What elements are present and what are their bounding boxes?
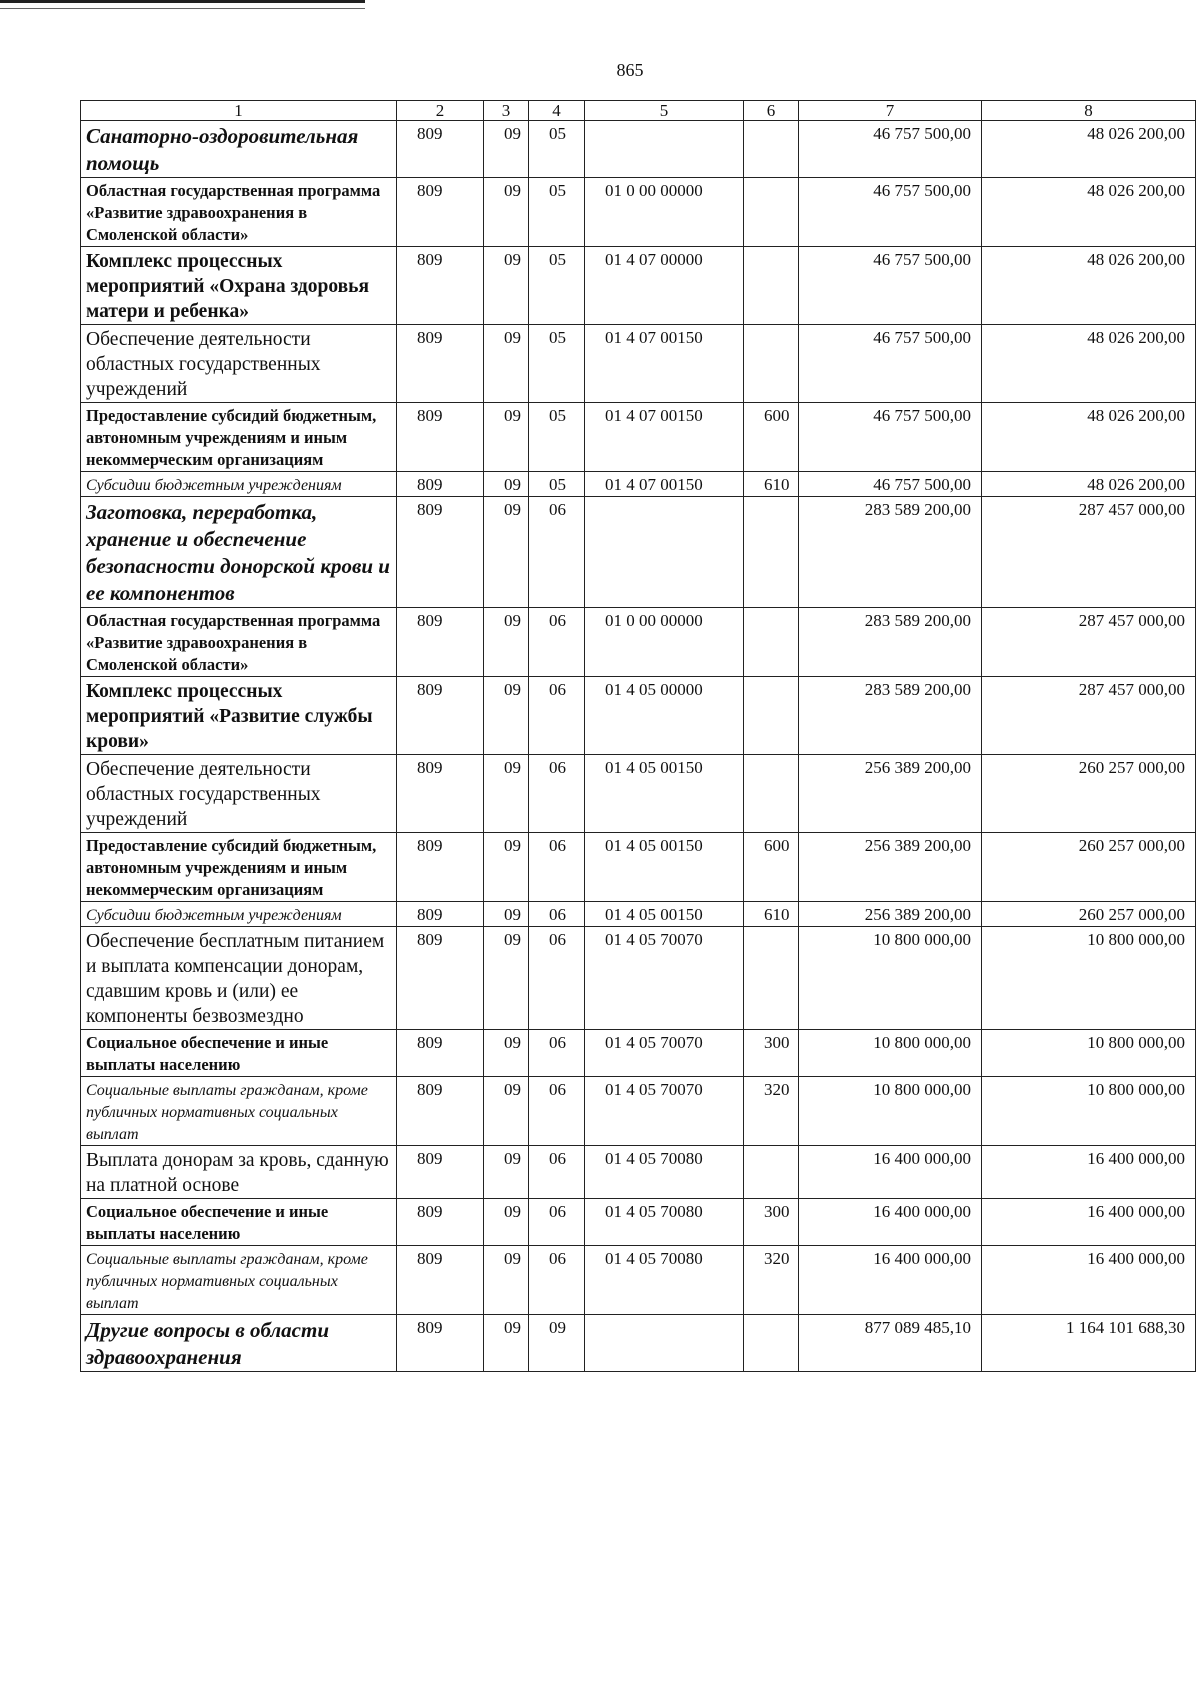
item-name-text: Областная государственная программа «Развитие здравоохранения в Смоленской области» [86,181,381,244]
item-name-text: Субсидии бюджетным учреждениям [86,907,342,924]
cell-code-target [585,497,744,608]
cell-code-expense-type: 600 [744,833,799,902]
table-row [81,1199,1196,1246]
item-name-text: Социальное обеспечение и иные выплаты населению [86,1033,329,1074]
cell-item-name [81,1199,397,1246]
cell-amount-year1: 46 757 500,00 [799,403,982,472]
cell-amount-year1: 256 389 200,00 [799,902,982,927]
cell-code-subsection: 06 [529,1199,585,1246]
cell-code-admin: 809 [397,1315,484,1372]
cell-amount-year1: 283 589 200,00 [799,677,982,755]
cell-code-expense-type: 610 [744,902,799,927]
column-number-row [81,101,1196,121]
cell-code-admin: 809 [397,608,484,677]
cell-code-admin: 809 [397,121,484,178]
cell-code-expense-type [744,755,799,833]
cell-code-target: 01 4 05 00150 [585,902,744,927]
cell-code-expense-type [744,677,799,755]
header-col-1: 1 [81,101,397,121]
table-row [81,403,1196,472]
cell-code-section: 09 [484,403,529,472]
cell-code-subsection: 05 [529,472,585,497]
table-row [81,833,1196,902]
budget-table-wrapper [80,100,1195,1372]
table-body [81,121,1196,1372]
cell-code-target: 01 0 00 00000 [585,178,744,247]
cell-code-subsection: 05 [529,247,585,325]
cell-code-section: 09 [484,1199,529,1246]
cell-item-name [81,497,397,608]
cell-code-expense-type [744,927,799,1030]
cell-code-expense-type [744,497,799,608]
cell-amount-year2: 260 257 000,00 [982,833,1196,902]
cell-code-expense-type [744,1146,799,1199]
cell-amount-year1: 16 400 000,00 [799,1199,982,1246]
table-row [81,1246,1196,1315]
cell-code-subsection: 06 [529,1030,585,1077]
cell-code-section: 09 [484,1077,529,1146]
cell-code-admin: 809 [397,325,484,403]
item-name-text: Комплекс процессных мероприятий «Охрана здоровья матери и ребенка» [86,251,370,322]
table-row [81,1077,1196,1146]
cell-code-expense-type [744,178,799,247]
cell-amount-year1: 283 589 200,00 [799,497,982,608]
cell-amount-year2: 287 457 000,00 [982,677,1196,755]
scan-edge-mark-thin [0,8,365,9]
item-name-text: Социальное обеспечение и иные выплаты населению [86,1202,329,1243]
cell-code-subsection: 06 [529,677,585,755]
cell-item-name [81,178,397,247]
table-row [81,247,1196,325]
cell-code-admin: 809 [397,247,484,325]
cell-code-target: 01 4 07 00150 [585,472,744,497]
cell-code-section: 09 [484,755,529,833]
cell-amount-year2: 48 026 200,00 [982,472,1196,497]
cell-code-expense-type [744,121,799,178]
cell-item-name [81,472,397,497]
cell-code-admin: 809 [397,677,484,755]
table-row [81,178,1196,247]
item-name-text: Выплата донорам за кровь, сданную на платной основе [86,1150,389,1196]
cell-code-subsection: 05 [529,325,585,403]
cell-item-name [81,755,397,833]
cell-code-section: 09 [484,1246,529,1315]
cell-code-admin: 809 [397,833,484,902]
cell-code-subsection: 06 [529,1246,585,1315]
cell-item-name [81,1077,397,1146]
cell-code-admin: 809 [397,472,484,497]
cell-code-section: 09 [484,472,529,497]
cell-item-name [81,1030,397,1077]
table-row [81,325,1196,403]
cell-amount-year2: 260 257 000,00 [982,755,1196,833]
cell-amount-year1: 256 389 200,00 [799,833,982,902]
cell-amount-year2: 48 026 200,00 [982,121,1196,178]
cell-code-target: 01 4 07 00000 [585,247,744,325]
table-row [81,1315,1196,1372]
item-name-text: Санаторно-оздоровительная помощь [86,124,359,175]
cell-amount-year2: 10 800 000,00 [982,1077,1196,1146]
table-row [81,677,1196,755]
header-col-8: 8 [982,101,1196,121]
cell-code-admin: 809 [397,403,484,472]
cell-code-expense-type: 320 [744,1077,799,1146]
cell-code-target: 01 4 07 00150 [585,403,744,472]
cell-code-subsection: 06 [529,902,585,927]
cell-code-subsection: 06 [529,497,585,608]
cell-amount-year1: 283 589 200,00 [799,608,982,677]
cell-item-name [81,403,397,472]
item-name-text: Комплекс процессных мероприятий «Развитие службы крови» [86,681,373,752]
cell-amount-year2: 10 800 000,00 [982,1030,1196,1077]
cell-amount-year2: 16 400 000,00 [982,1199,1196,1246]
cell-code-target [585,1315,744,1372]
cell-code-section: 09 [484,608,529,677]
cell-code-target: 01 4 05 00150 [585,833,744,902]
header-col-4: 4 [529,101,585,121]
table-row [81,755,1196,833]
table-row [81,121,1196,178]
cell-item-name [81,677,397,755]
cell-code-subsection: 06 [529,833,585,902]
budget-table [80,100,1196,1372]
cell-amount-year1: 877 089 485,10 [799,1315,982,1372]
cell-amount-year1: 10 800 000,00 [799,927,982,1030]
cell-code-target: 01 4 05 70070 [585,927,744,1030]
cell-amount-year2: 1 164 101 688,30 [982,1315,1196,1372]
cell-code-expense-type: 610 [744,472,799,497]
cell-item-name [81,121,397,178]
table-row [81,608,1196,677]
item-name-text: Областная государственная программа «Развитие здравоохранения в Смоленской области» [86,611,381,674]
cell-amount-year2: 10 800 000,00 [982,927,1196,1030]
cell-code-section: 09 [484,1146,529,1199]
cell-item-name [81,608,397,677]
item-name-text: Заготовка, переработка, хранение и обеспечение безопасности донорской крови и ее компонентов [86,500,390,605]
cell-amount-year2: 16 400 000,00 [982,1246,1196,1315]
cell-item-name [81,1246,397,1315]
cell-code-subsection: 05 [529,403,585,472]
cell-amount-year1: 256 389 200,00 [799,755,982,833]
cell-code-target: 01 4 05 70070 [585,1030,744,1077]
cell-code-section: 09 [484,325,529,403]
header-col-2: 2 [397,101,484,121]
cell-code-subsection: 06 [529,755,585,833]
cell-item-name [81,325,397,403]
cell-code-target: 01 4 05 70070 [585,1077,744,1146]
cell-code-admin: 809 [397,497,484,608]
cell-code-subsection: 05 [529,178,585,247]
cell-code-expense-type: 600 [744,403,799,472]
item-name-text: Предоставление субсидий бюджетным, автономным учреждениям и иным некоммерческим организациям [86,836,377,899]
cell-amount-year2: 48 026 200,00 [982,403,1196,472]
item-name-text: Обеспечение бесплатным питанием и выплата компенсации донорам, сдавшим кровь и (или) ее компоненты безвозмездно [86,931,385,1027]
cell-code-admin: 809 [397,927,484,1030]
scan-edge-mark [0,0,365,3]
cell-item-name [81,902,397,927]
cell-amount-year1: 16 400 000,00 [799,1146,982,1199]
cell-code-target: 01 4 05 70080 [585,1199,744,1246]
item-name-text: Обеспечение деятельности областных государственных учреждений [86,329,321,400]
item-name-text: Другие вопросы в области здравоохранения [86,1318,330,1369]
cell-code-subsection: 06 [529,608,585,677]
cell-amount-year2: 16 400 000,00 [982,1146,1196,1199]
table-row [81,1146,1196,1199]
cell-code-admin: 809 [397,1246,484,1315]
cell-amount-year2: 48 026 200,00 [982,247,1196,325]
cell-code-subsection: 05 [529,121,585,178]
header-col-3: 3 [484,101,529,121]
cell-code-admin: 809 [397,178,484,247]
item-name-text: Предоставление субсидий бюджетным, автономным учреждениям и иным некоммерческим организациям [86,406,377,469]
cell-code-target: 01 4 05 70080 [585,1246,744,1315]
cell-code-section: 09 [484,1315,529,1372]
cell-code-admin: 809 [397,755,484,833]
cell-code-expense-type [744,247,799,325]
header-col-5: 5 [585,101,744,121]
cell-code-section: 09 [484,927,529,1030]
cell-code-section: 09 [484,247,529,325]
cell-code-section: 09 [484,497,529,608]
cell-code-section: 09 [484,1030,529,1077]
table-row [81,1030,1196,1077]
cell-amount-year2: 260 257 000,00 [982,902,1196,927]
cell-amount-year1: 16 400 000,00 [799,1246,982,1315]
cell-code-expense-type: 320 [744,1246,799,1315]
cell-amount-year2: 287 457 000,00 [982,497,1196,608]
table-row [81,472,1196,497]
cell-code-subsection: 06 [529,1146,585,1199]
cell-code-target: 01 4 05 70080 [585,1146,744,1199]
cell-amount-year2: 48 026 200,00 [982,325,1196,403]
table-row [81,902,1196,927]
cell-code-expense-type [744,1315,799,1372]
item-name-text: Субсидии бюджетным учреждениям [86,477,342,494]
cell-amount-year1: 10 800 000,00 [799,1077,982,1146]
cell-code-section: 09 [484,178,529,247]
cell-code-expense-type [744,608,799,677]
page-number: 865 [616,60,644,80]
cell-code-expense-type: 300 [744,1030,799,1077]
cell-code-target [585,121,744,178]
cell-amount-year1: 46 757 500,00 [799,472,982,497]
cell-amount-year2: 287 457 000,00 [982,608,1196,677]
cell-code-expense-type [744,325,799,403]
cell-code-section: 09 [484,121,529,178]
cell-code-target: 01 4 07 00150 [585,325,744,403]
table-row [81,927,1196,1030]
header-col-6: 6 [744,101,799,121]
cell-code-subsection: 09 [529,1315,585,1372]
cell-item-name [81,247,397,325]
cell-code-subsection: 06 [529,1077,585,1146]
cell-code-admin: 809 [397,1077,484,1146]
cell-code-expense-type: 300 [744,1199,799,1246]
cell-amount-year1: 46 757 500,00 [799,178,982,247]
cell-amount-year1: 10 800 000,00 [799,1030,982,1077]
header-col-7: 7 [799,101,982,121]
cell-code-admin: 809 [397,1199,484,1246]
cell-item-name [81,833,397,902]
cell-code-subsection: 06 [529,927,585,1030]
cell-item-name [81,927,397,1030]
item-name-text: Обеспечение деятельности областных государственных учреждений [86,759,321,830]
cell-code-target: 01 4 05 00150 [585,755,744,833]
cell-code-admin: 809 [397,1030,484,1077]
item-name-text: Социальные выплаты гражданам, кроме публичных нормативных социальных выплат [86,1082,368,1143]
cell-amount-year1: 46 757 500,00 [799,325,982,403]
cell-item-name [81,1315,397,1372]
cell-code-admin: 809 [397,902,484,927]
cell-item-name [81,1146,397,1199]
cell-code-section: 09 [484,677,529,755]
table-row [81,497,1196,608]
cell-amount-year1: 46 757 500,00 [799,121,982,178]
cell-amount-year2: 48 026 200,00 [982,178,1196,247]
cell-code-admin: 809 [397,1146,484,1199]
item-name-text: Социальные выплаты гражданам, кроме публичных нормативных социальных выплат [86,1251,368,1312]
cell-code-section: 09 [484,833,529,902]
cell-amount-year1: 46 757 500,00 [799,247,982,325]
cell-code-target: 01 0 00 00000 [585,608,744,677]
cell-code-section: 09 [484,902,529,927]
cell-code-target: 01 4 05 00000 [585,677,744,755]
